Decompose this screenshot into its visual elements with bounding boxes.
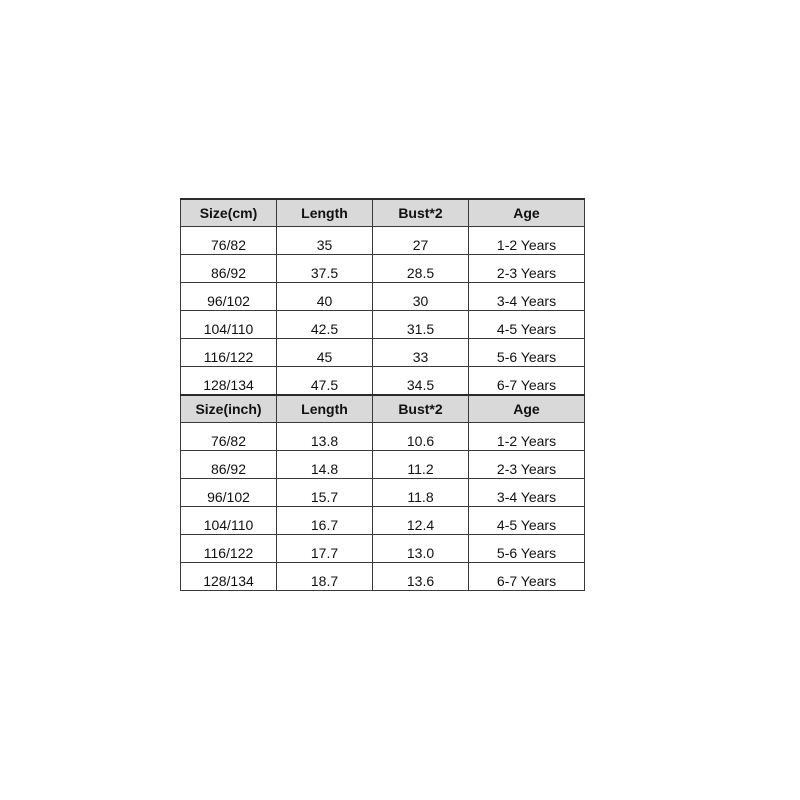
age-cell: 6-7 Years	[469, 367, 585, 396]
age-cell: 1-2 Years	[469, 423, 585, 451]
cm-header-bust: Bust*2	[373, 199, 469, 227]
age-cell: 3-4 Years	[469, 283, 585, 311]
length-cell: 42.5	[277, 311, 373, 339]
size-cell: 116/122	[181, 535, 277, 563]
length-cell: 37.5	[277, 255, 373, 283]
table-row	[181, 367, 585, 396]
table-row	[181, 283, 585, 311]
length-cell: 45	[277, 339, 373, 367]
cm-header-age: Age	[469, 199, 585, 227]
bust-cell: 13.6	[373, 563, 469, 591]
cm-header-row	[181, 199, 585, 227]
length-cell: 35	[277, 227, 373, 255]
age-cell: 5-6 Years	[469, 339, 585, 367]
length-cell: 40	[277, 283, 373, 311]
bust-cell: 31.5	[373, 311, 469, 339]
table-row	[181, 479, 585, 507]
size-cell: 96/102	[181, 283, 277, 311]
age-cell: 2-3 Years	[469, 255, 585, 283]
length-cell: 18.7	[277, 563, 373, 591]
size-cell: 104/110	[181, 507, 277, 535]
size-cell: 86/92	[181, 255, 277, 283]
length-cell: 14.8	[277, 451, 373, 479]
table-row	[181, 507, 585, 535]
bust-cell: 12.4	[373, 507, 469, 535]
size-cell: 76/82	[181, 423, 277, 451]
cm-header-size: Size(cm)	[181, 199, 277, 227]
inch-header-length: Length	[277, 395, 373, 423]
table-row	[181, 423, 585, 451]
bust-cell: 30	[373, 283, 469, 311]
table-row	[181, 451, 585, 479]
inch-header-row	[181, 395, 585, 423]
length-cell: 17.7	[277, 535, 373, 563]
age-cell: 5-6 Years	[469, 535, 585, 563]
length-cell: 16.7	[277, 507, 373, 535]
size-cell: 86/92	[181, 451, 277, 479]
table-row	[181, 535, 585, 563]
bust-cell: 11.2	[373, 451, 469, 479]
size-cell: 116/122	[181, 339, 277, 367]
age-cell: 4-5 Years	[469, 507, 585, 535]
length-cell: 15.7	[277, 479, 373, 507]
inch-header-size: Size(inch)	[181, 395, 277, 423]
cm-header-length: Length	[277, 199, 373, 227]
age-cell: 4-5 Years	[469, 311, 585, 339]
age-cell: 3-4 Years	[469, 479, 585, 507]
bust-cell: 11.8	[373, 479, 469, 507]
table-row	[181, 227, 585, 255]
bust-cell: 34.5	[373, 367, 469, 396]
bust-cell: 28.5	[373, 255, 469, 283]
bust-cell: 13.0	[373, 535, 469, 563]
age-cell: 2-3 Years	[469, 451, 585, 479]
bust-cell: 27	[373, 227, 469, 255]
size-cell: 128/134	[181, 367, 277, 396]
size-chart-table	[180, 198, 585, 591]
inch-header-age: Age	[469, 395, 585, 423]
table-row	[181, 311, 585, 339]
size-cell: 128/134	[181, 563, 277, 591]
length-cell: 13.8	[277, 423, 373, 451]
bust-cell: 33	[373, 339, 469, 367]
table-row	[181, 255, 585, 283]
table-row	[181, 563, 585, 591]
bust-cell: 10.6	[373, 423, 469, 451]
inch-header-bust: Bust*2	[373, 395, 469, 423]
size-cell: 96/102	[181, 479, 277, 507]
size-cell: 104/110	[181, 311, 277, 339]
age-cell: 1-2 Years	[469, 227, 585, 255]
table-row	[181, 339, 585, 367]
age-cell: 6-7 Years	[469, 563, 585, 591]
size-cell: 76/82	[181, 227, 277, 255]
length-cell: 47.5	[277, 367, 373, 396]
